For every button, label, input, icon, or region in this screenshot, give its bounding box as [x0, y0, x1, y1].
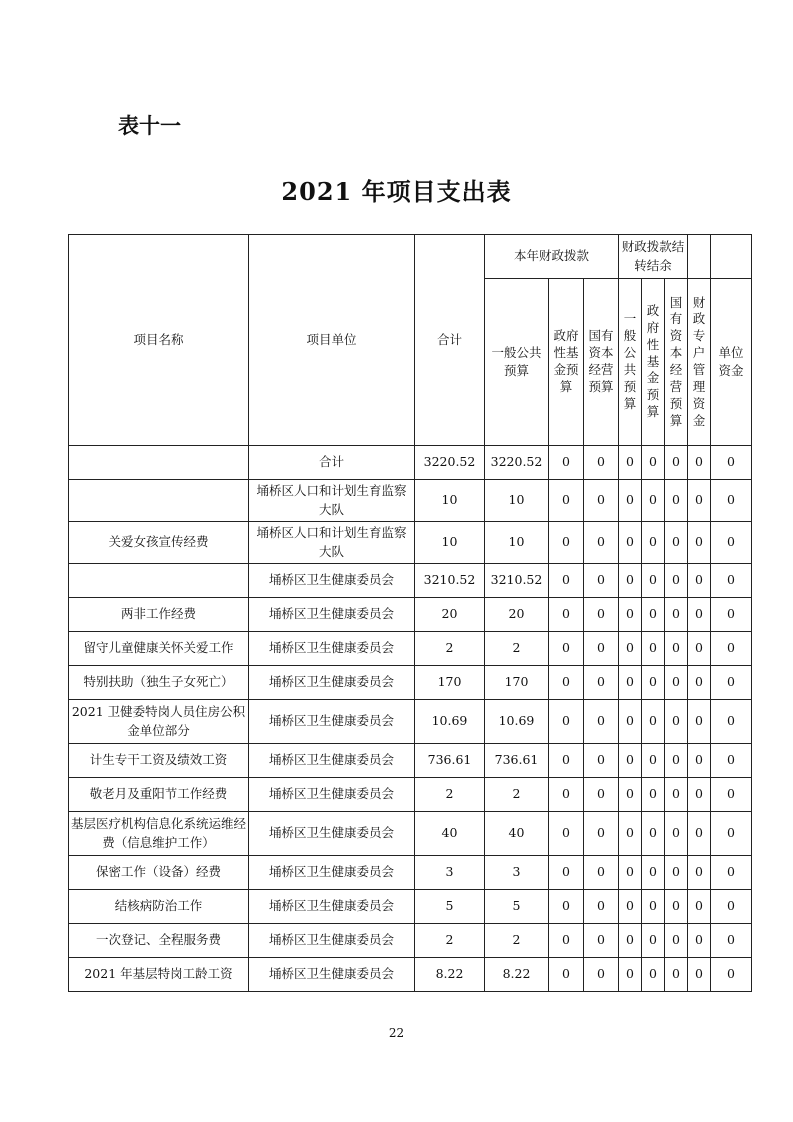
cell-zero: 0 [665, 812, 688, 856]
cell-zero: 0 [584, 522, 619, 564]
cell-zero: 0 [642, 632, 665, 666]
cell-zero: 0 [688, 924, 711, 958]
table-row [69, 666, 752, 700]
cell-zero: 0 [688, 522, 711, 564]
cell-zero: 0 [688, 744, 711, 778]
cell-zero: 0 [549, 564, 584, 598]
cell-zero: 0 [619, 856, 642, 890]
cell-zero: 0 [665, 856, 688, 890]
cell-zero: 0 [619, 632, 642, 666]
cell-zero: 0 [619, 446, 642, 480]
cell-zero: 0 [665, 958, 688, 992]
cell-zero: 0 [549, 522, 584, 564]
cell-total: 20 [415, 598, 485, 632]
cell-zero: 0 [642, 446, 665, 480]
header-unit: 项目单位 [249, 235, 415, 446]
cell-zero: 0 [665, 890, 688, 924]
header-state-capital: 国有资本经营预算 [584, 279, 619, 446]
cell-total: 10.69 [415, 700, 485, 744]
header-carry-state-capital: 国有资本经营预算 [665, 279, 688, 446]
header-general-budget: 一般公共预算 [485, 279, 549, 446]
cell-zero: 0 [549, 812, 584, 856]
cell-unit: 埇桥区卫生健康委员会 [249, 666, 415, 700]
cell-zero: 0 [665, 924, 688, 958]
cell-zero: 0 [619, 744, 642, 778]
cell-zero: 0 [665, 598, 688, 632]
cell-unit: 埇桥区卫生健康委员会 [249, 598, 415, 632]
table-row [69, 632, 752, 666]
cell-total: 736.61 [415, 744, 485, 778]
cell-zero: 0 [711, 666, 752, 700]
cell-zero: 0 [711, 700, 752, 744]
cell-zero: 0 [665, 778, 688, 812]
table-row [69, 480, 752, 522]
header-special-account: 财政专户管理资金 [688, 279, 711, 446]
cell-name: 一次登记、全程服务费 [69, 924, 249, 958]
cell-general-budget: 10 [485, 522, 549, 564]
table-row [69, 598, 752, 632]
cell-zero: 0 [549, 632, 584, 666]
cell-zero: 0 [665, 632, 688, 666]
cell-zero: 0 [665, 744, 688, 778]
cell-total: 2 [415, 924, 485, 958]
cell-general-budget: 170 [485, 666, 549, 700]
cell-zero: 0 [549, 778, 584, 812]
header-carry-gov-fund: 政府性基金预算 [642, 279, 665, 446]
cell-unit: 埇桥区人口和计划生育监察大队 [249, 522, 415, 564]
cell-zero: 0 [584, 666, 619, 700]
cell-zero: 0 [584, 924, 619, 958]
table-row [69, 700, 752, 744]
table-label: 表十一 [118, 114, 181, 138]
cell-zero: 0 [711, 632, 752, 666]
cell-name: 特别扶助（独生子女死亡） [69, 666, 249, 700]
cell-zero: 0 [584, 856, 619, 890]
cell-zero: 0 [619, 924, 642, 958]
cell-zero: 0 [711, 958, 752, 992]
cell-general-budget: 2 [485, 778, 549, 812]
cell-zero: 0 [665, 666, 688, 700]
cell-zero: 0 [549, 446, 584, 480]
cell-zero: 0 [584, 778, 619, 812]
cell-general-budget: 40 [485, 812, 549, 856]
cell-name [69, 480, 249, 522]
cell-zero: 0 [619, 958, 642, 992]
table-row [69, 778, 752, 812]
cell-unit: 埇桥区卫生健康委员会 [249, 958, 415, 992]
cell-unit: 埇桥区卫生健康委员会 [249, 856, 415, 890]
cell-zero: 0 [549, 856, 584, 890]
cell-zero: 0 [711, 446, 752, 480]
cell-name: 2021 年基层特岗工龄工资 [69, 958, 249, 992]
cell-total: 10 [415, 522, 485, 564]
cell-zero: 0 [642, 812, 665, 856]
table-row [69, 812, 752, 856]
cell-unit: 合计 [249, 446, 415, 480]
cell-total: 3210.52 [415, 564, 485, 598]
cell-name: 结核病防治工作 [69, 890, 249, 924]
cell-zero: 0 [688, 446, 711, 480]
table-row [69, 856, 752, 890]
cell-unit: 埇桥区卫生健康委员会 [249, 564, 415, 598]
cell-general-budget: 736.61 [485, 744, 549, 778]
cell-zero: 0 [584, 632, 619, 666]
header-carry-over: 财政拨款结转结余 [619, 235, 688, 279]
cell-zero: 0 [711, 778, 752, 812]
cell-unit: 埇桥区卫生健康委员会 [249, 812, 415, 856]
cell-zero: 0 [619, 564, 642, 598]
cell-zero: 0 [584, 890, 619, 924]
cell-zero: 0 [665, 522, 688, 564]
cell-zero: 0 [711, 564, 752, 598]
cell-zero: 0 [619, 890, 642, 924]
cell-zero: 0 [642, 778, 665, 812]
cell-zero: 0 [642, 958, 665, 992]
header-total: 合计 [415, 235, 485, 446]
cell-total: 8.22 [415, 958, 485, 992]
table-row [69, 446, 752, 480]
cell-general-budget: 2 [485, 924, 549, 958]
cell-general-budget: 2 [485, 632, 549, 666]
cell-zero: 0 [642, 700, 665, 744]
cell-zero: 0 [549, 958, 584, 992]
cell-zero: 0 [688, 666, 711, 700]
cell-general-budget: 3 [485, 856, 549, 890]
cell-zero: 0 [688, 890, 711, 924]
cell-zero: 0 [584, 598, 619, 632]
cell-zero: 0 [711, 480, 752, 522]
cell-general-budget: 20 [485, 598, 549, 632]
cell-name: 两非工作经费 [69, 598, 249, 632]
cell-zero: 0 [584, 480, 619, 522]
cell-zero: 0 [688, 778, 711, 812]
cell-zero: 0 [584, 812, 619, 856]
cell-total: 3220.52 [415, 446, 485, 480]
cell-total: 2 [415, 632, 485, 666]
cell-zero: 0 [665, 700, 688, 744]
cell-total: 10 [415, 480, 485, 522]
table-row [69, 744, 752, 778]
cell-name: 留守儿童健康关怀关爱工作 [69, 632, 249, 666]
cell-name: 基层医疗机构信息化系统运维经费（信息维护工作） [69, 812, 249, 856]
cell-unit: 埇桥区卫生健康委员会 [249, 632, 415, 666]
cell-name: 计生专干工资及绩效工资 [69, 744, 249, 778]
cell-zero: 0 [688, 700, 711, 744]
cell-zero: 0 [711, 598, 752, 632]
table-row [69, 924, 752, 958]
cell-zero: 0 [619, 480, 642, 522]
cell-zero: 0 [688, 632, 711, 666]
header-current-year: 本年财政拨款 [485, 235, 619, 279]
header-gov-fund: 政府性基金预算 [549, 279, 584, 446]
cell-zero: 0 [688, 958, 711, 992]
cell-zero: 0 [642, 480, 665, 522]
cell-zero: 0 [642, 564, 665, 598]
cell-general-budget: 3220.52 [485, 446, 549, 480]
cell-zero: 0 [711, 856, 752, 890]
cell-general-budget: 10.69 [485, 700, 549, 744]
cell-zero: 0 [688, 856, 711, 890]
cell-general-budget: 10 [485, 480, 549, 522]
cell-zero: 0 [711, 890, 752, 924]
cell-zero: 0 [642, 522, 665, 564]
cell-zero: 0 [688, 564, 711, 598]
cell-total: 3 [415, 856, 485, 890]
table-row [69, 958, 752, 992]
header-carry-general: 一般公共预算 [619, 279, 642, 446]
page-number: 22 [388, 1026, 405, 1040]
cell-name [69, 564, 249, 598]
cell-zero: 0 [549, 924, 584, 958]
cell-name: 关爱女孩宣传经费 [69, 522, 249, 564]
cell-total: 40 [415, 812, 485, 856]
cell-zero: 0 [584, 958, 619, 992]
cell-zero: 0 [549, 744, 584, 778]
cell-zero: 0 [619, 598, 642, 632]
cell-zero: 0 [665, 480, 688, 522]
cell-zero: 0 [549, 700, 584, 744]
cell-name: 敬老月及重阳节工作经费 [69, 778, 249, 812]
header-unit-fund: 单位资金 [711, 279, 752, 446]
cell-zero: 0 [584, 744, 619, 778]
table-row [69, 890, 752, 924]
cell-zero: 0 [688, 480, 711, 522]
cell-zero: 0 [619, 522, 642, 564]
table-row [69, 522, 752, 564]
cell-unit: 埇桥区人口和计划生育监察大队 [249, 480, 415, 522]
cell-name: 2021 卫健委特岗人员住房公积金单位部分 [69, 700, 249, 744]
cell-zero: 0 [549, 598, 584, 632]
cell-zero: 0 [619, 700, 642, 744]
cell-zero: 0 [642, 666, 665, 700]
expenditure-table [68, 234, 752, 992]
cell-zero: 0 [665, 564, 688, 598]
cell-zero: 0 [549, 480, 584, 522]
cell-zero: 0 [665, 446, 688, 480]
cell-zero: 0 [584, 700, 619, 744]
cell-total: 5 [415, 890, 485, 924]
cell-unit: 埇桥区卫生健康委员会 [249, 744, 415, 778]
cell-name [69, 446, 249, 480]
cell-unit: 埇桥区卫生健康委员会 [249, 700, 415, 744]
cell-zero: 0 [619, 666, 642, 700]
cell-zero: 0 [619, 812, 642, 856]
cell-unit: 埇桥区卫生健康委员会 [249, 924, 415, 958]
cell-name: 保密工作（设备）经费 [69, 856, 249, 890]
table-row [69, 564, 752, 598]
cell-zero: 0 [642, 744, 665, 778]
cell-zero: 0 [711, 812, 752, 856]
cell-zero: 0 [584, 446, 619, 480]
header-blank-1 [688, 235, 711, 279]
cell-zero: 0 [711, 924, 752, 958]
cell-zero: 0 [642, 924, 665, 958]
cell-zero: 0 [549, 666, 584, 700]
cell-zero: 0 [688, 598, 711, 632]
cell-general-budget: 5 [485, 890, 549, 924]
cell-zero: 0 [688, 812, 711, 856]
cell-total: 2 [415, 778, 485, 812]
cell-zero: 0 [584, 564, 619, 598]
cell-general-budget: 8.22 [485, 958, 549, 992]
cell-unit: 埇桥区卫生健康委员会 [249, 890, 415, 924]
cell-total: 170 [415, 666, 485, 700]
page-title: 2021 年项目支出表 [281, 177, 512, 206]
header-blank-2 [711, 235, 752, 279]
cell-zero: 0 [711, 744, 752, 778]
cell-zero: 0 [549, 890, 584, 924]
cell-general-budget: 3210.52 [485, 564, 549, 598]
header-name: 项目名称 [69, 235, 249, 446]
cell-unit: 埇桥区卫生健康委员会 [249, 778, 415, 812]
cell-zero: 0 [642, 856, 665, 890]
cell-zero: 0 [619, 778, 642, 812]
cell-zero: 0 [711, 522, 752, 564]
cell-zero: 0 [642, 598, 665, 632]
cell-zero: 0 [642, 890, 665, 924]
